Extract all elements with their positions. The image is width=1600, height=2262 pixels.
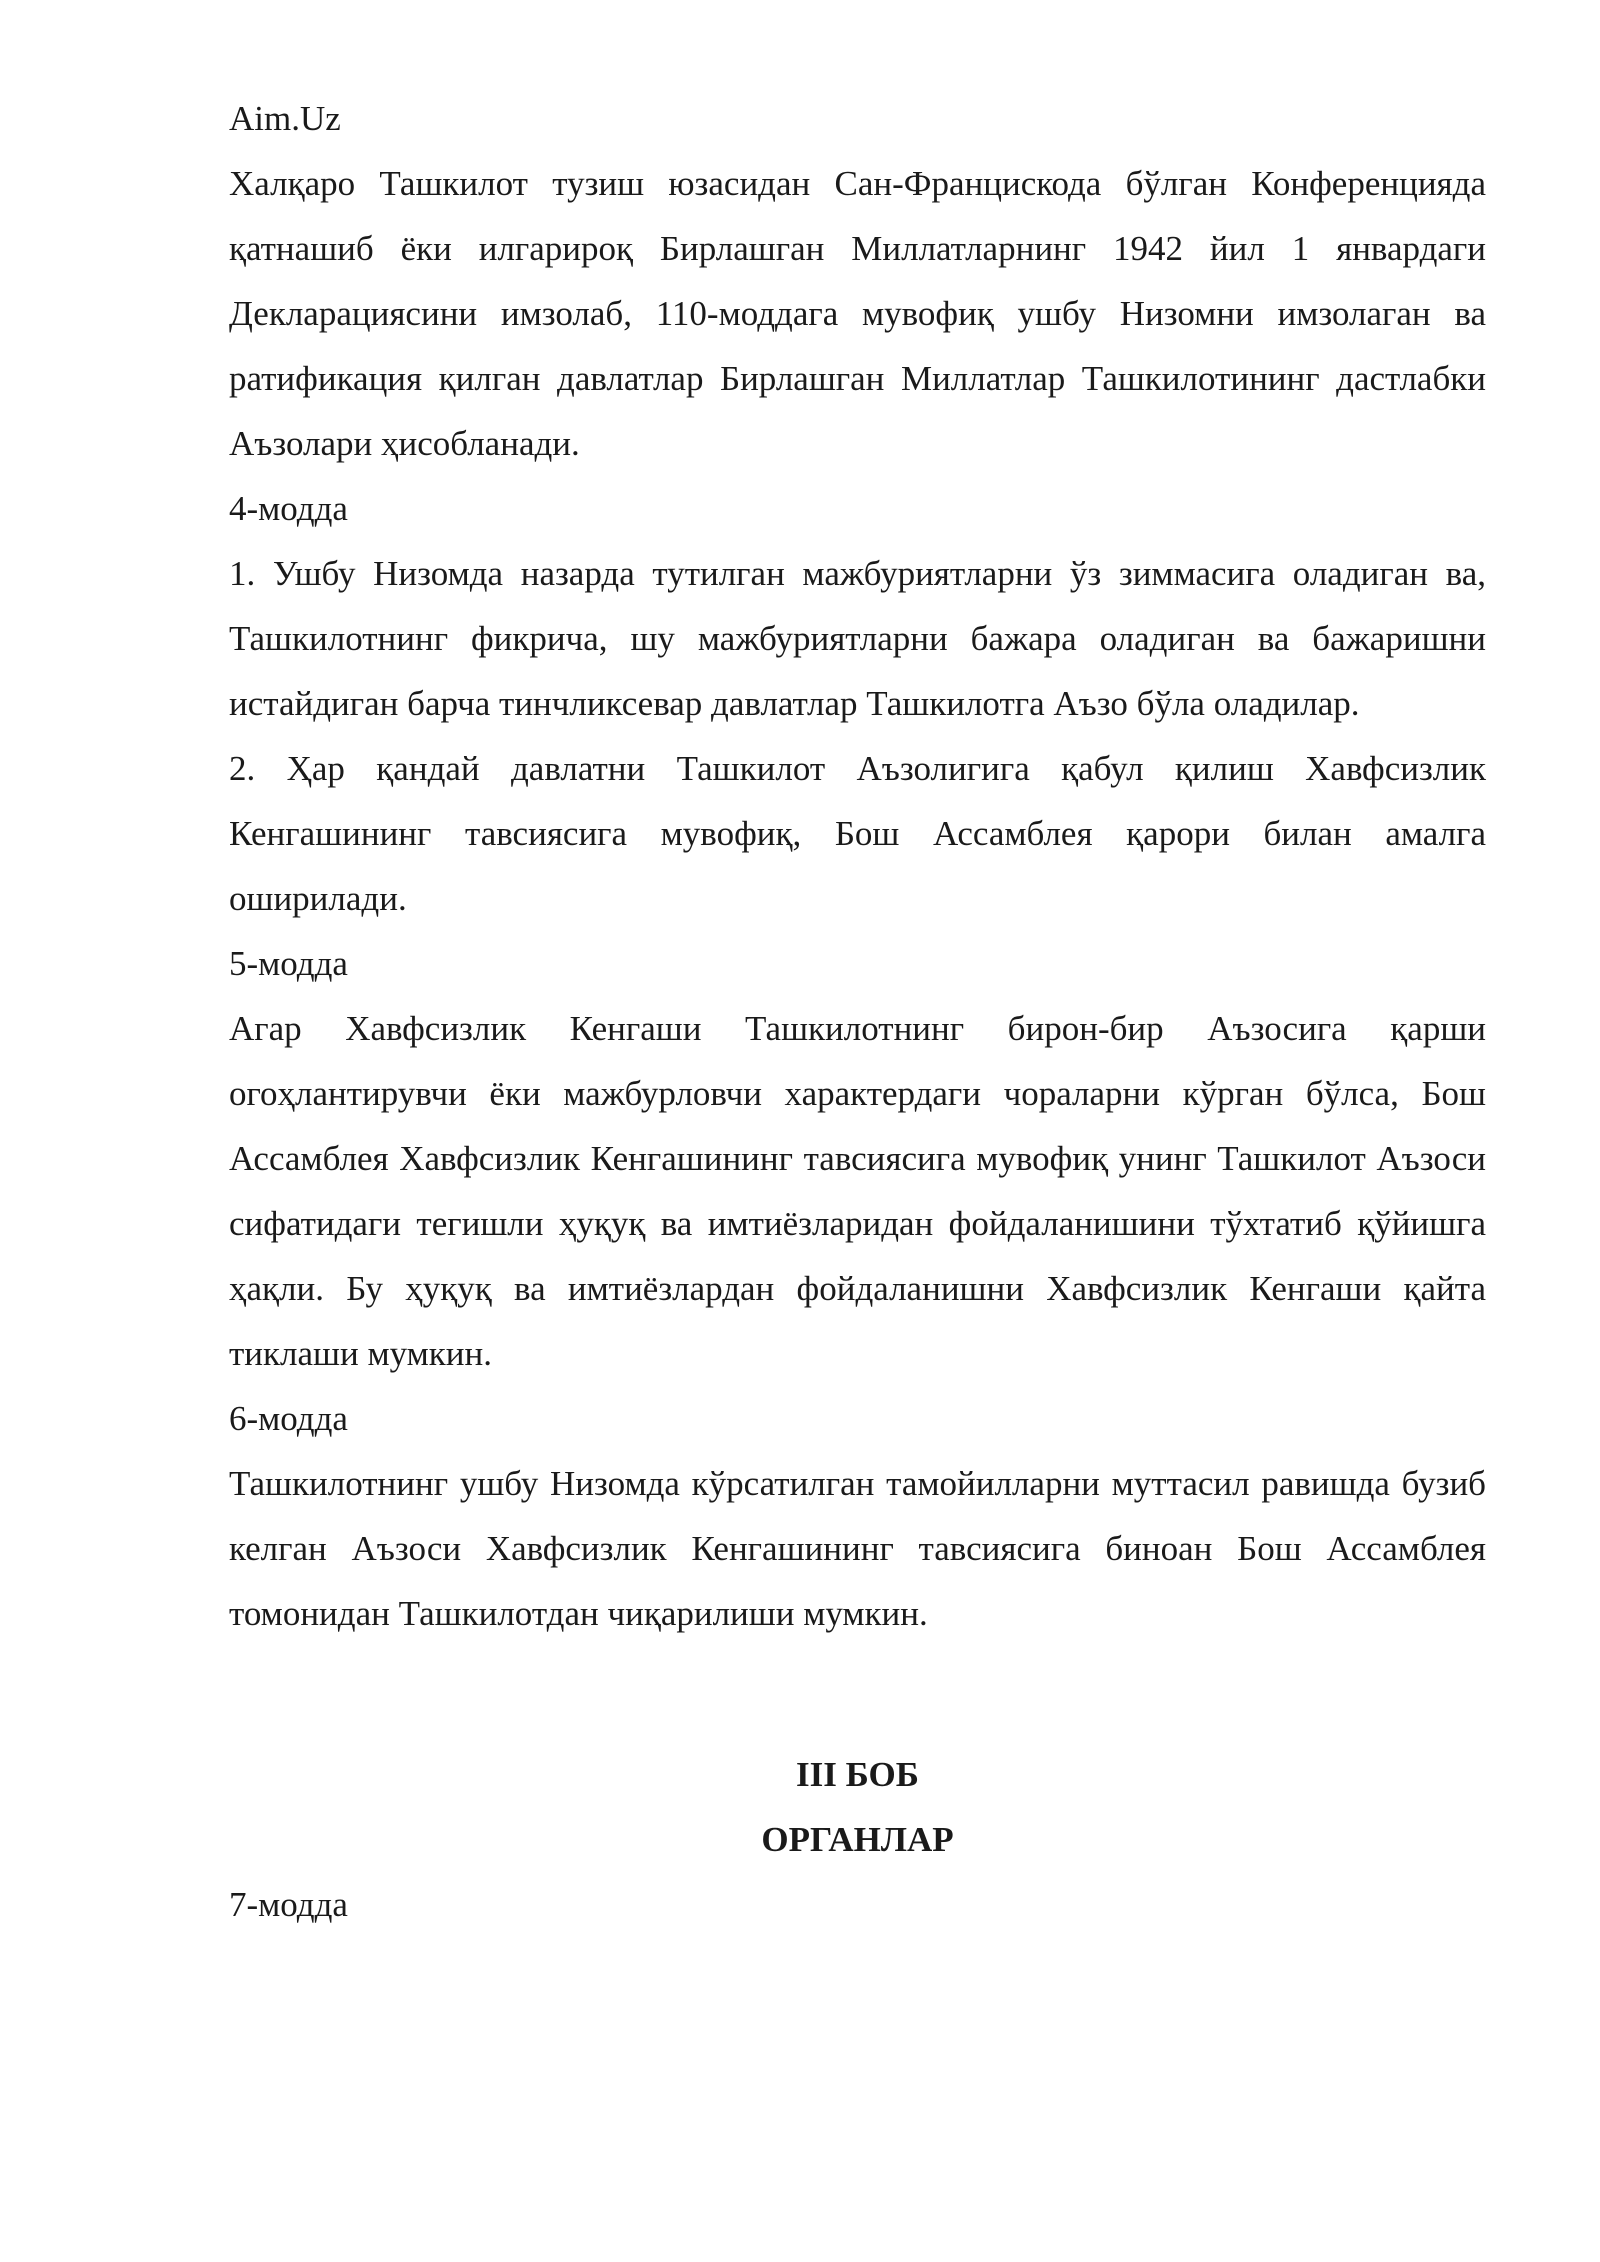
- article-4-paragraph-2: 2. Ҳар қандай давлатни Ташкилот Аъзолигига қабул қилиш Хавфсизлик Кенгашининг тавсиясига мувофиқ, Бош Ассамблея қарори билан амалга оширилади.: [229, 749, 1486, 918]
- section-spacer: [229, 1646, 1486, 1742]
- document-body: [229, 86, 1486, 1937]
- article-4-title: 4-модда: [229, 489, 348, 528]
- article-5-title: 5-модда: [229, 944, 348, 983]
- article-6-paragraph: Ташкилотнинг ушбу Низомда кўрсатилган тамойилларни муттасил равишда бузиб келган Аъзоси Хавфсизлик Кенгашининг тавсиясига биноан Бош Ассамблея томонидан Ташкилотдан чиқарилиши мумкин.: [229, 1464, 1486, 1633]
- article-5-paragraph: Агар Хавфсизлик Кенгаши Ташкилотнинг бирон-бир Аъзосига қарши огоҳлантирувчи ёки мажбурловчи характердаги чораларни кўрган бўлса, Бош Ассамблея Хавфсизлик Кенгашининг тавсиясига мувофиқ унинг Ташкилот Аъзоси сифатидаги тегишли ҳуқуқ ва имтиёзларидан фойдаланишини тўхтатиб қўйишга ҳақли. Бу ҳуқуқ ва имтиёзлардан фойдаланишни Хавфсизлик Кенгаши қайта тиклаши мумкин.: [229, 1009, 1486, 1373]
- chapter-subtitle: ОРГАНЛАР: [761, 1820, 954, 1859]
- article-7-title: 7-модда: [229, 1885, 348, 1924]
- chapter-title: III БОБ: [796, 1755, 919, 1794]
- article-3-paragraph: Халқаро Ташкилот тузиш юзасидан Сан-Францискода бўлган Конференцияда қатнашиб ёки илгарироқ Бирлашган Миллатларнинг 1942 йил 1 январдаги Декларациясини имзолаб, 110-моддага мувофиқ ушбу Низомни имзолаган ва ратификация қилган давлатлар Бирлашган Миллатлар Ташкилотининг дастлабки Аъзолари ҳисобланади.: [229, 164, 1486, 463]
- article-4-paragraph-1: 1. Ушбу Низомда назарда тутилган мажбуриятларни ўз зиммасига оладиган ва, Ташкилотнинг фикрича, шу мажбуриятларни бажара оладиган ва бажаришни истайдиган барча тинчликсевар давлатлар Ташкилотга Аъзо бўла оладилар.: [229, 554, 1486, 723]
- site-name: Aim.Uz: [229, 99, 341, 138]
- article-6-title: 6-модда: [229, 1399, 348, 1438]
